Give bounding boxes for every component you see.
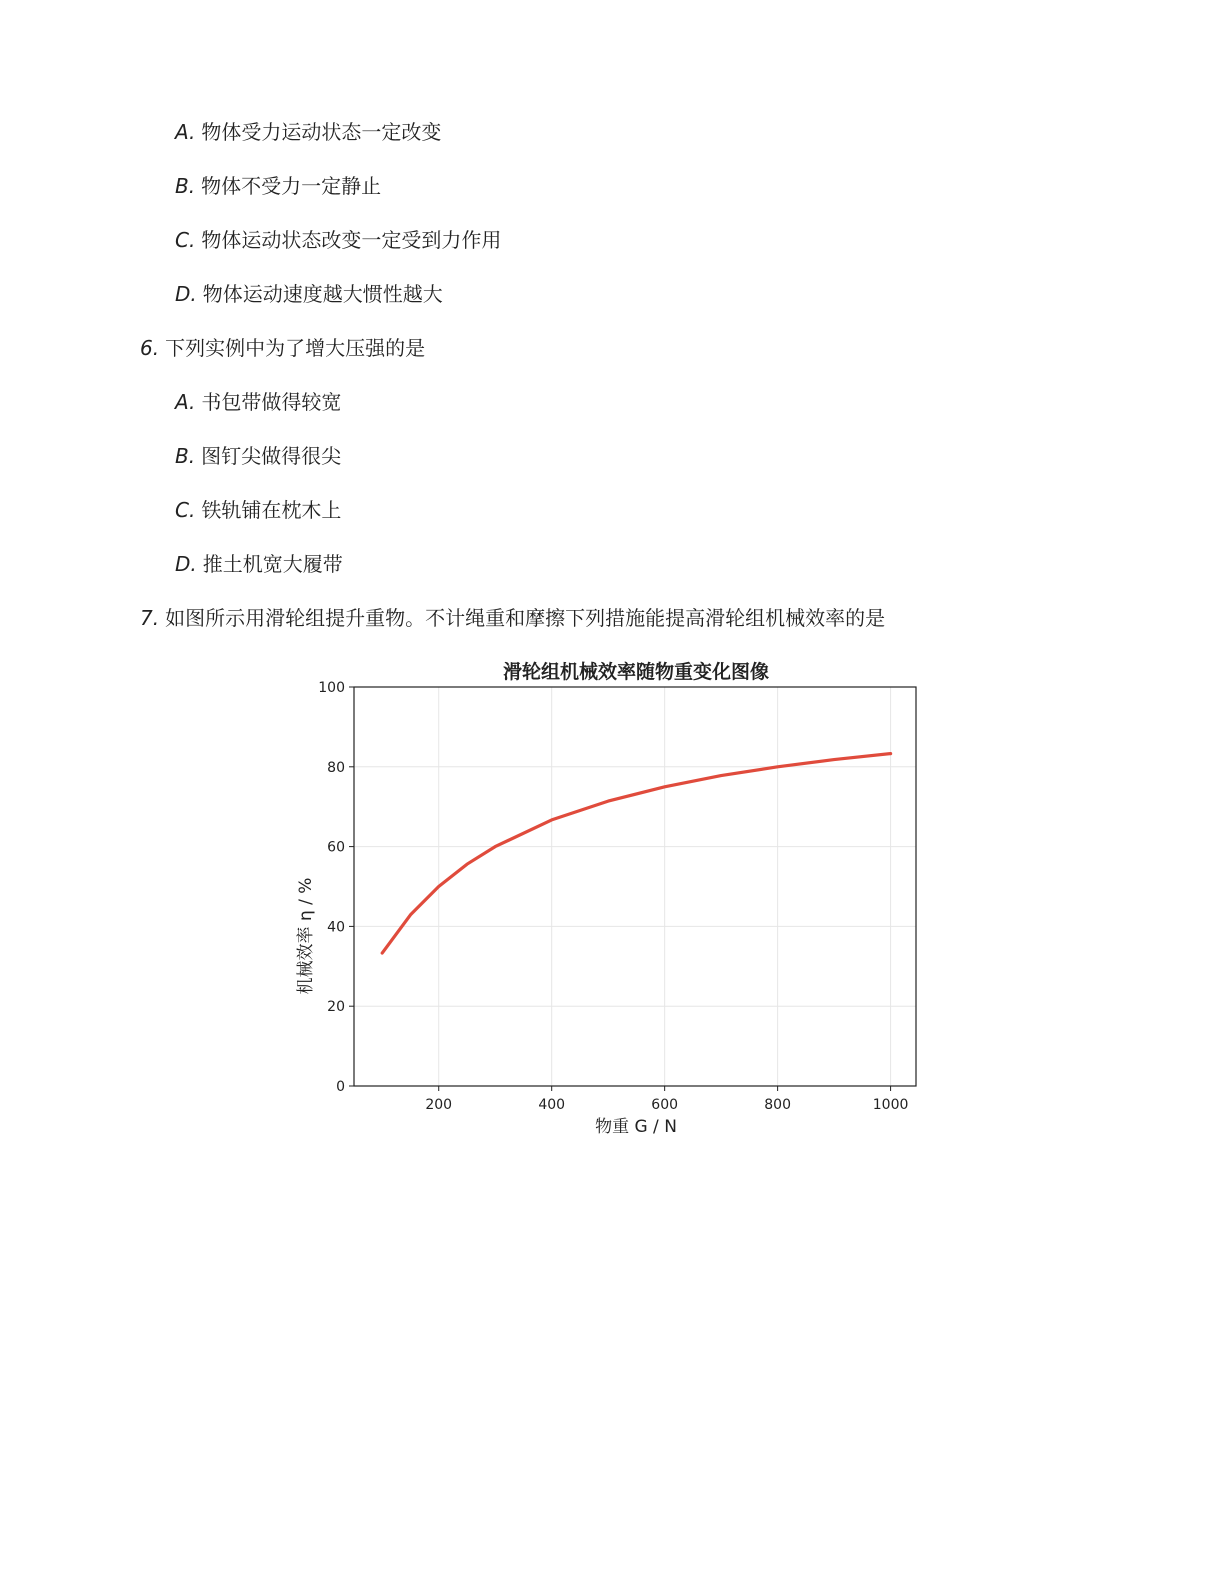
option-text: 物体不受力一定静止 xyxy=(201,174,382,198)
option-text: 图钉尖做得很尖 xyxy=(201,444,342,468)
chart-title: 滑轮组机械效率随物重变化图像 xyxy=(502,661,770,683)
y-tick-label: 20 xyxy=(327,999,345,1016)
q5-option-c xyxy=(175,226,501,254)
q5-option-b xyxy=(175,172,381,200)
option-text: 铁轨铺在枕木上 xyxy=(201,498,342,522)
question-text: 如图所示用滑轮组提升重物。不计绳重和摩擦下列措施能提高滑轮组机械效率的是 xyxy=(165,606,886,630)
q5-option-a xyxy=(175,118,441,146)
y-tick-label: 80 xyxy=(327,759,345,776)
option-label: D. xyxy=(175,552,197,576)
y-tick-label: 0 xyxy=(336,1079,345,1095)
chart-series xyxy=(382,754,890,954)
option-text: 物体受力运动状态一定改变 xyxy=(201,120,442,144)
x-tick-label: 1000 xyxy=(872,1097,909,1113)
q6-option-a xyxy=(175,388,341,416)
option-text: 物体运动状态改变一定受到力作用 xyxy=(201,228,502,252)
series-line xyxy=(382,754,890,954)
x-tick-label: 400 xyxy=(538,1097,566,1113)
y-tick-label: 40 xyxy=(327,919,345,936)
efficiency-chart xyxy=(280,650,940,1150)
q6-stem xyxy=(140,334,425,362)
option-label: B. xyxy=(175,444,196,468)
option-text: 物体运动速度越大惯性越大 xyxy=(202,282,443,306)
option-label: C. xyxy=(175,498,196,522)
q6-option-b xyxy=(175,442,341,470)
x-tick-label: 800 xyxy=(764,1097,791,1113)
chart-ticks xyxy=(318,680,908,1113)
option-label: C. xyxy=(175,228,196,252)
option-text: 书包带做得较宽 xyxy=(201,390,342,414)
y-axis-label: 机械效率 η / % xyxy=(296,877,316,995)
q6-option-c xyxy=(175,496,341,524)
y-tick-label: 60 xyxy=(327,839,345,856)
q7-stem xyxy=(140,604,885,632)
q5-option-d xyxy=(175,280,443,308)
option-label: A. xyxy=(175,120,196,144)
option-label: D. xyxy=(175,282,197,306)
option-label: B. xyxy=(175,174,196,198)
question-text: 下列实例中为了增大压强的是 xyxy=(165,336,426,360)
x-tick-label: 200 xyxy=(425,1097,453,1113)
question-number: 7. xyxy=(140,606,160,630)
x-axis-label: 物重 G / N xyxy=(595,1117,677,1137)
y-tick-label: 100 xyxy=(318,680,345,696)
option-text: 推土机宽大履带 xyxy=(202,552,343,576)
x-tick-label: 600 xyxy=(651,1097,679,1113)
q6-option-d xyxy=(175,550,343,578)
question-number: 6. xyxy=(140,336,160,360)
option-label: A. xyxy=(175,390,196,414)
